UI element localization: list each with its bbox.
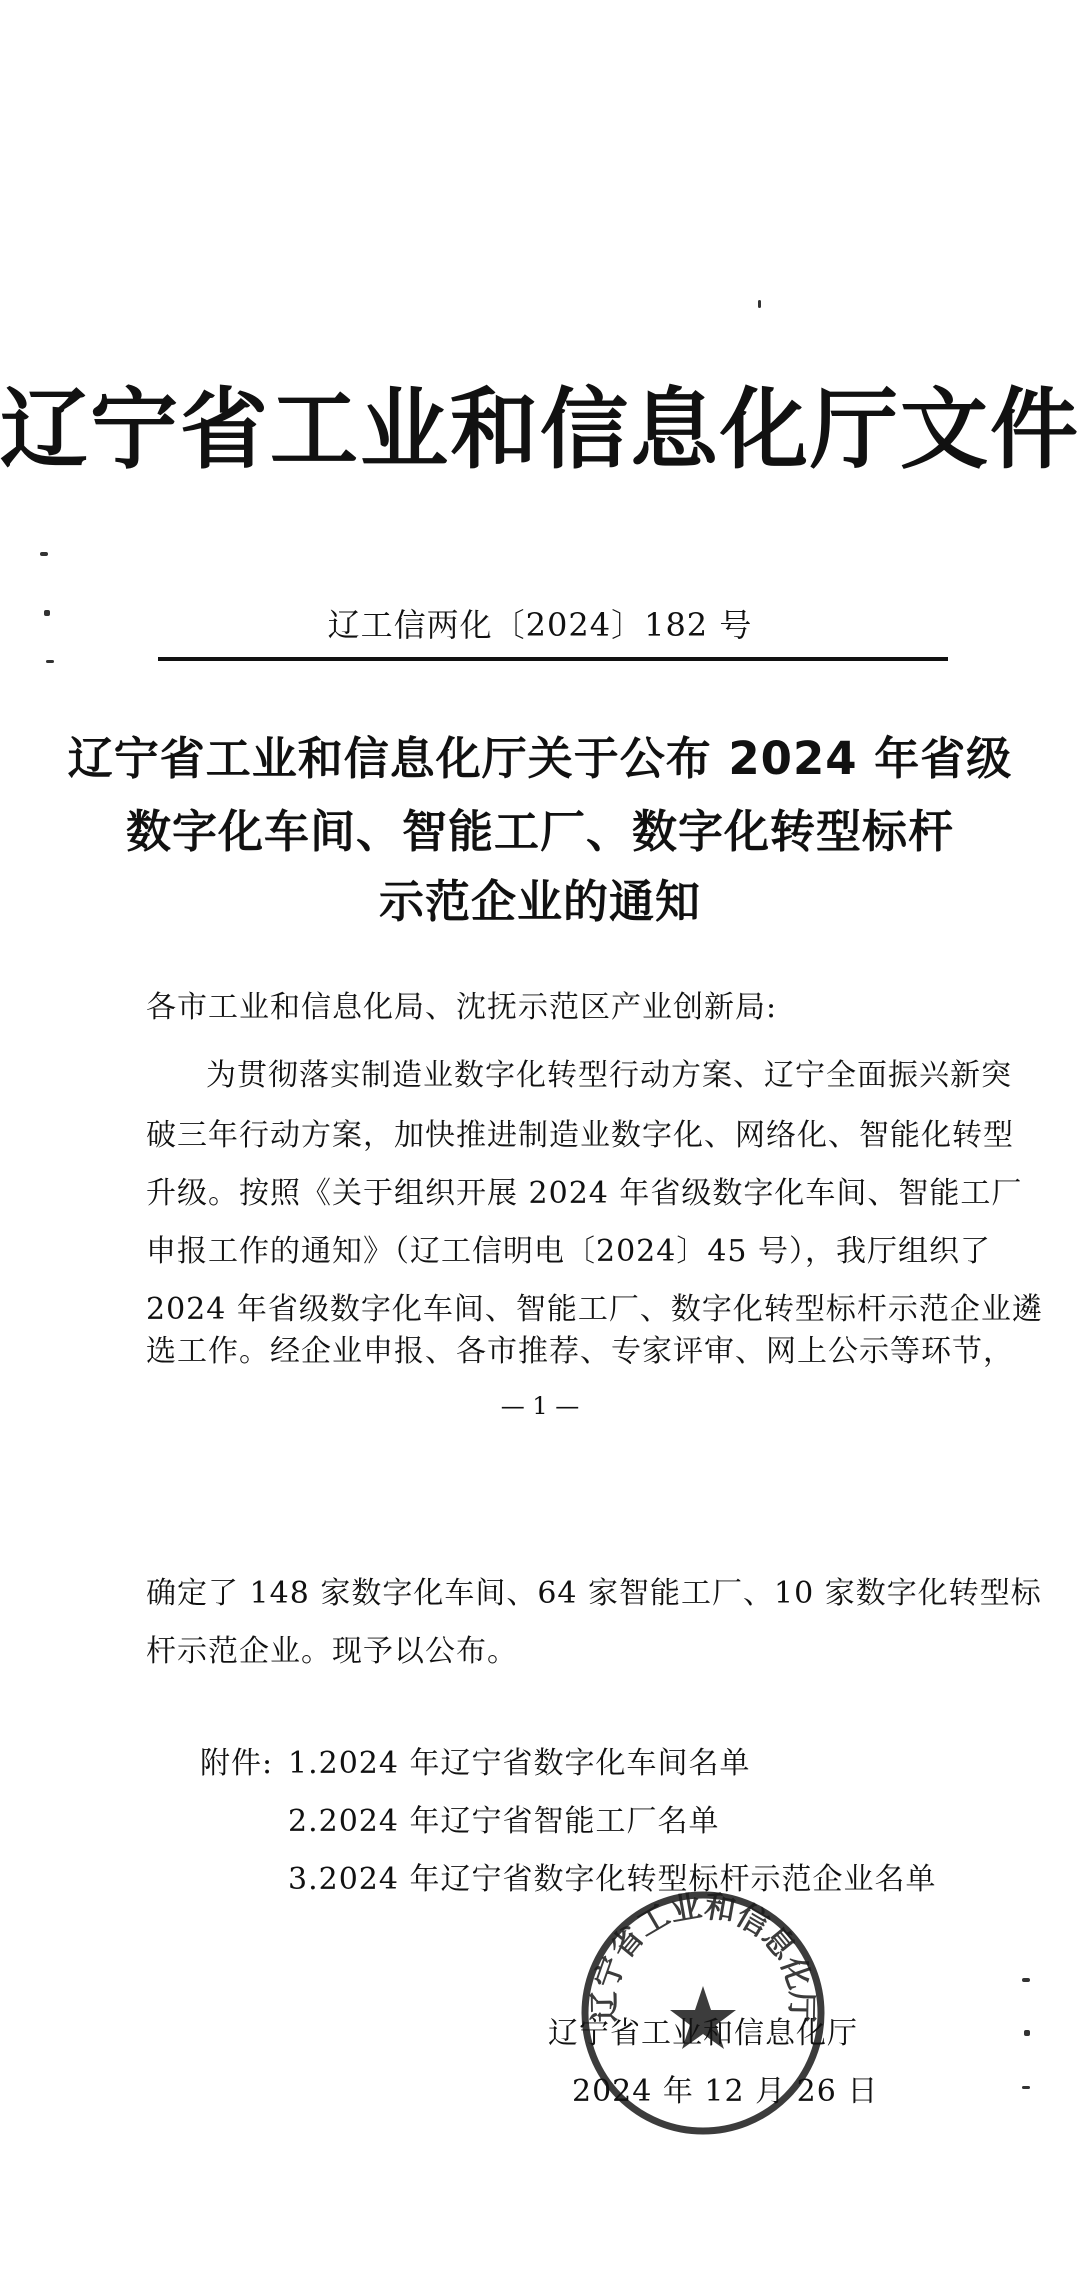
notice-title-line-1: 辽宁省工业和信息化厅关于公布 2024 年省级 (67, 732, 1013, 785)
notice-title-line-3: 示范企业的通知 (378, 875, 701, 928)
body-line-6: 选工作。经企业申报、各市推荐、专家评审、网上公示等环节， (146, 1334, 1014, 1369)
scan-speck (40, 552, 48, 556)
scan-speck (758, 300, 761, 308)
body-line-8: 杆示范企业。现予以公布。 (146, 1634, 518, 1669)
page-number: — 1 — (500, 1392, 580, 1420)
header-rule (158, 657, 948, 661)
seal-text: 辽宁省工业和信息化厅 (586, 1888, 820, 2023)
scan-speck (44, 610, 50, 616)
body-line-1: 为贯彻落实制造业数字化转型行动方案、辽宁全面振兴新突 (206, 1058, 1012, 1093)
scan-speck (1024, 2030, 1030, 2036)
scan-speck (46, 660, 54, 663)
scan-speck (1022, 2086, 1030, 2089)
addressee: 各市工业和信息化局、沈抚示范区产业创新局: (146, 990, 778, 1025)
body-line-7: 确定了 148 家数字化车间、64 家智能工厂、10 家数字化转型标 (146, 1576, 1042, 1611)
attachment-item-1: 1.2024 年辽宁省数字化车间名单 (288, 1746, 751, 1781)
body-line-2: 破三年行动方案，加快推进制造业数字化、网络化、智能化转型 (146, 1118, 1014, 1153)
body-line-4: 申报工作的通知》（辽工信明电〔2024〕45 号），我厅组织了 (146, 1234, 992, 1269)
signing-date: 2024 年 12 月 26 日 (572, 2074, 879, 2109)
attachment-item-2: 2.2024 年辽宁省智能工厂名单 (288, 1804, 720, 1839)
signing-organization: 辽宁省工业和信息化厅 (548, 2016, 858, 2051)
document-issuer-header: 辽宁省工业和信息化厅文件 (0, 378, 1080, 481)
body-line-5: 2024 年省级数字化车间、智能工厂、数字化转型标杆示范企业遴 (146, 1292, 1043, 1327)
attachments-label: 附件: (200, 1746, 274, 1781)
scan-speck (1022, 1978, 1030, 1982)
attachment-item-3: 3.2024 年辽宁省数字化转型标杆示范企业名单 (288, 1862, 937, 1897)
notice-title-line-2: 数字化车间、智能工厂、数字化转型标杆 (125, 805, 954, 858)
body-line-3: 升级。按照《关于组织开展 2024 年省级数字化车间、智能工厂 (146, 1176, 1023, 1211)
document-number: 辽工信两化〔2024〕182 号 (327, 606, 753, 644)
